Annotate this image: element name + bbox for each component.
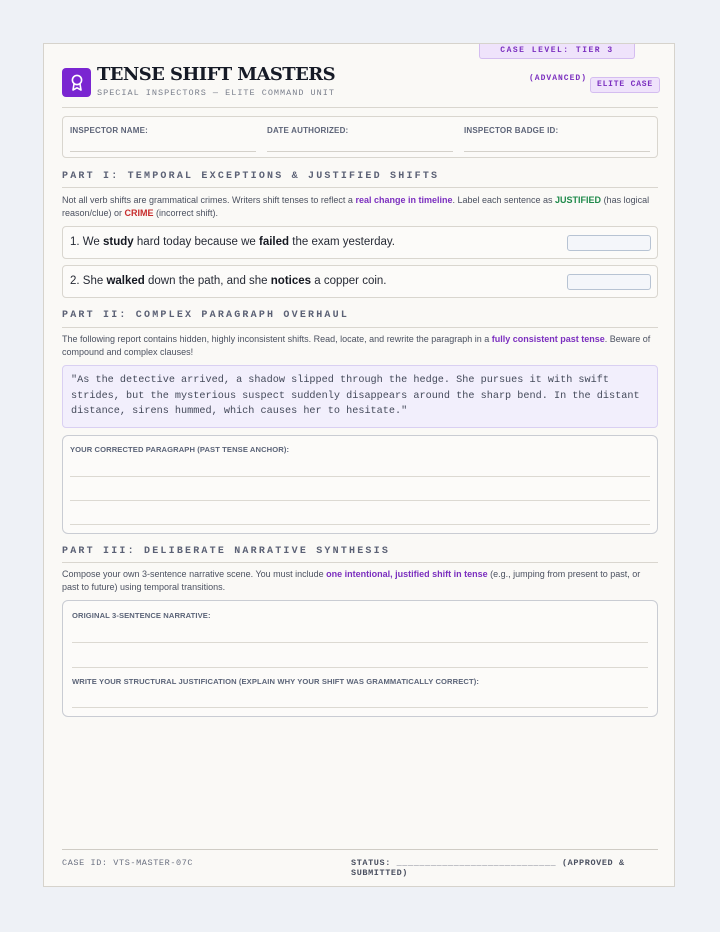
badge-id-label: INSPECTOR BADGE ID: <box>464 126 559 135</box>
inspector-info-box <box>62 116 658 158</box>
part1-divider <box>62 187 658 188</box>
part2-heading: PART II: COMPLEX PARAGRAPH OVERHAUL <box>62 310 350 321</box>
worksheet-page <box>43 43 675 887</box>
part1-instructions: Not all verb shifts are grammatical crimes. Writers shift tenses to reflect a real change in timeline. Label each sentence as JUSTIFIED (has logical reason/clue) or CRIME (incorrect shift). <box>62 195 650 218</box>
date-authorized-field[interactable] <box>267 151 453 152</box>
inconsistent-report: "As the detective arrived, a shadow slipped through the hedge. She pursues it with swift strides, but the mysterious suspect suddenly disappears around the sharp bend. In the distant distance, sirens hummed, which causes her to hesitate." <box>62 365 658 428</box>
status-field[interactable] <box>351 858 674 878</box>
sentence-2-text: 2. She walked down the path, and she notices a copper coin. <box>70 275 387 287</box>
status-note: (APPROVED & SUBMITTED) <box>351 858 625 878</box>
justification-label: WRITE YOUR STRUCTURAL JUSTIFICATION (EXPLAIN WHY YOUR SHIFT WAS GRAMMATICALLY CORRECT): <box>72 677 479 686</box>
inspector-name-field[interactable] <box>70 151 256 152</box>
writing-line <box>72 667 648 668</box>
writing-line <box>72 642 648 643</box>
case-level-text: CASE LEVEL: TIER 3 <box>500 46 614 55</box>
part2-instructions: The following report contains hidden, highly inconsistent shifts. Read, locate, and rewrite the paragraph in a fully consistent past tense. Beware of compound and complex clauses! <box>62 334 651 357</box>
footer-divider <box>62 849 658 850</box>
elite-case-badge: ELITE CASE <box>590 77 660 93</box>
page-title: TENSE SHIFT MASTERS <box>97 64 335 85</box>
case-id: CASE ID: VTS-MASTER-07C <box>62 858 194 868</box>
corrected-paragraph-box[interactable] <box>62 435 658 534</box>
header-divider <box>62 107 658 108</box>
writing-line <box>70 524 650 525</box>
part3-divider <box>62 562 658 563</box>
page-subtitle: SPECIAL INSPECTORS — ELITE COMMAND UNIT <box>97 88 335 98</box>
sentence-1-answer-input[interactable] <box>567 235 651 251</box>
narrative-label: ORIGINAL 3-SENTENCE NARRATIVE: <box>72 611 211 620</box>
part1-heading: PART I: TEMPORAL EXCEPTIONS & JUSTIFIED SHIFTS <box>62 171 440 182</box>
date-authorized-label: DATE AUTHORIZED: <box>267 126 349 135</box>
status-line: ____________________________ <box>396 858 557 868</box>
writing-line <box>70 500 650 501</box>
writing-line <box>72 707 648 708</box>
case-level-tab <box>479 44 635 59</box>
part3-heading: PART III: DELIBERATE NARRATIVE SYNTHESIS <box>62 546 391 557</box>
part3-instructions: Compose your own 3-sentence narrative scene. You must include one intentional, justified shift in tense (e.g., jumping from present to past, or past to future) using temporal transitions. <box>62 569 641 592</box>
narrative-box[interactable] <box>62 600 658 717</box>
inspector-name-label: INSPECTOR NAME: <box>70 126 148 135</box>
badge-id-field[interactable] <box>464 151 650 152</box>
award-ribbon-icon <box>62 68 91 97</box>
corrected-paragraph-label: YOUR CORRECTED PARAGRAPH (PAST TENSE ANCHOR): <box>70 445 290 454</box>
status-label: STATUS: <box>351 858 391 868</box>
part2-divider <box>62 327 658 328</box>
sentence-1-box <box>62 226 658 259</box>
advanced-label: (ADVANCED) <box>529 74 588 83</box>
sentence-2-answer-input[interactable] <box>567 274 651 290</box>
sentence-1-text: 1. We study hard today because we failed the exam yesterday. <box>70 236 395 248</box>
sentence-2-box <box>62 265 658 298</box>
writing-line <box>70 476 650 477</box>
